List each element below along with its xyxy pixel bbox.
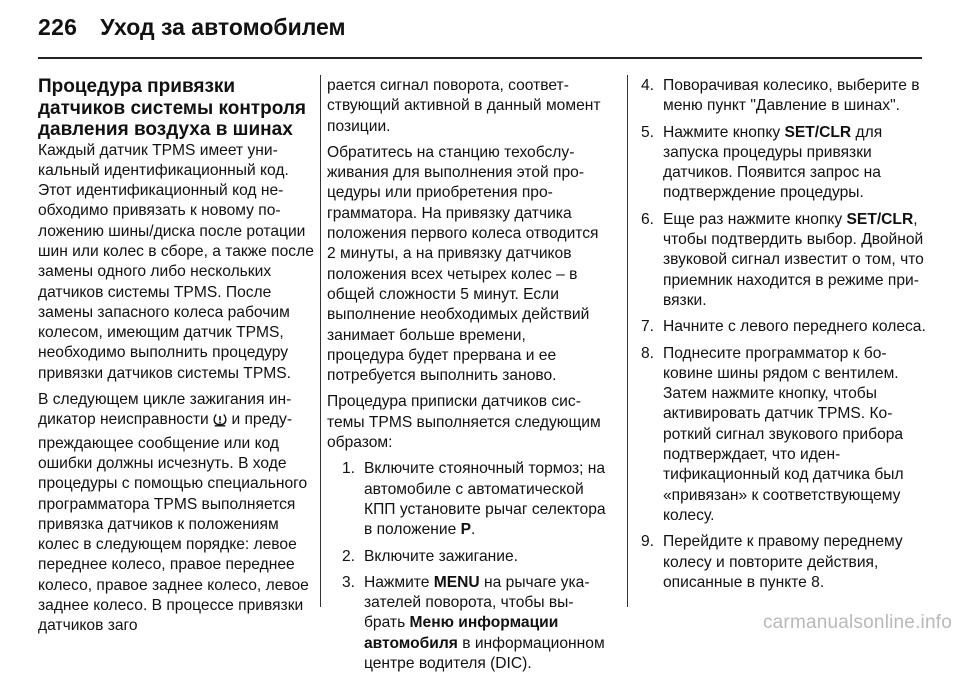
- step-text: Поворачивая колесико, выберите в меню пункт "Давление в шинах".: [663, 77, 920, 115]
- menu-button-label: MENU: [433, 573, 480, 591]
- page-header: [38, 14, 346, 50]
- step-text: Поднесите программатор к боковине шины рядом с вентилем. Затем нажмите кнопку, чтобы активировать датчик TPMS. Короткий сигнал звукового прибора подтверждает, что идентификационный код датчика был «привязан» к соответствующему колесу.: [663, 344, 904, 524]
- step-text-part: на рычаге указателей поворота, чтобы выбрать: [364, 573, 590, 632]
- step-text-part: для запуска процедуры привязки датчиков. Появится запрос на подтверждение процедуры.: [663, 123, 883, 202]
- step-text-part: , чтобы подтвердить выбор. Двойной звуковой сигнал известит о том, что приемник находится в режиме привязки.: [663, 210, 924, 309]
- list-item: [636, 532, 926, 593]
- step-text-part: Еще раз нажмите кнопку: [663, 210, 847, 228]
- list-item: [636, 123, 926, 204]
- step-text: Перейдите к правому переднему колесу и повторите действия, описанные в пункте 8.: [663, 533, 903, 591]
- steps-list: [636, 76, 926, 593]
- header-rule: [38, 57, 922, 59]
- step-number: 5.: [640, 123, 654, 141]
- list-item: [636, 210, 926, 311]
- step-number: 1.: [341, 460, 355, 478]
- step-text: [364, 459, 607, 540]
- step-text-part: Включите стояночный тормоз; на автомобиле с автоматической КПП установите рычаг селектора в положение: [364, 460, 606, 539]
- column-2: [327, 76, 607, 674]
- column-1: [38, 76, 314, 637]
- step-number: 4.: [640, 77, 654, 94]
- paragraph: рается сигнал поворота, соответствующий активной в данный момент позиции.: [327, 77, 601, 135]
- page-number: 226: [38, 14, 78, 40]
- step-text-part: Нажмите кнопку: [663, 123, 785, 141]
- step-number: 2.: [341, 547, 355, 565]
- column-divider: [320, 75, 321, 607]
- section-heading: Процедура привязки датчиков системы контроля давления воздуха в шинах: [38, 76, 307, 140]
- paragraph: [38, 390, 314, 637]
- paragraph: Каждый датчик TPMS имеет уникальный идентификационный код. Этот идентификационный код необходимо привязать к новому положению шины/диска после ротации шин или колес в сборе, а также после замены одного либо нескольких датчиков системы TPMS. После замены запасного колеса рабочим колесом, имеющим датчик TPMS, необходимо выполнить процедуру привязки датчиков системы TPMS.: [38, 141, 314, 382]
- list-item: [327, 459, 607, 540]
- paragraph-text: В следующем цикле зажигания индикатор неисправности: [38, 391, 292, 429]
- set-clr-button-label: SET/CLR: [846, 210, 914, 228]
- step-number: 3.: [341, 573, 355, 591]
- paragraph: Обратитесь на станцию техобслуживания для выполнения этой процедуры или приобретения программатора. На привязку датчика положения первого колеса отводится 2 минуты, а на привязку датчиков положения всех четырех колес – в общей сложности 5 минут. Если выполнение необходимых действий занимает больше времени, процедура будет прервана и ее потребуется выполнить заново.: [327, 143, 599, 385]
- column-divider: [627, 75, 628, 607]
- step-text-part: .: [471, 521, 476, 539]
- list-item: [327, 573, 607, 674]
- list-item: [327, 547, 607, 567]
- step-number: 6.: [640, 210, 654, 228]
- step-text: [364, 573, 607, 674]
- list-item: [636, 344, 926, 527]
- step-text: [663, 210, 926, 311]
- list-item: [636, 317, 926, 337]
- step-number: 9.: [640, 533, 654, 551]
- tpms-warning-icon: [213, 412, 227, 433]
- step-number: 7.: [640, 318, 654, 336]
- step-text: Начните с левого переднего колеса.: [663, 318, 926, 336]
- step-text-part: Нажмите: [364, 573, 434, 591]
- selector-position: P: [460, 521, 471, 539]
- column-3: [636, 76, 926, 593]
- step-text: [663, 123, 926, 204]
- step-text: Включите зажигание.: [364, 547, 518, 565]
- step-number: 8.: [640, 344, 654, 362]
- step-text-part: в информационном центре водителя (DIC).: [364, 634, 605, 673]
- page-title: Уход за автомобилем: [100, 14, 346, 40]
- set-clr-button-label: SET/CLR: [784, 123, 852, 141]
- paragraph-text: и предупреждающее сообщение или код ошибки должны исчезнуть. В ходе процедуры с помощью специального программатора TPMS выполняется привязка датчиков к положениям колес в следующем порядке: левое переднее колесо, правое переднее колесо, правое заднее колесо, левое заднее колесо. В процессе привязки датчиков заго: [38, 411, 309, 635]
- menu-item-label: Меню информации автомобиля: [364, 614, 559, 652]
- list-item: [636, 76, 926, 117]
- paragraph: Процедура приписки датчиков системы TPMS выполняется следующим образом:: [327, 393, 601, 452]
- watermark: carmanualsonline.info: [762, 612, 952, 633]
